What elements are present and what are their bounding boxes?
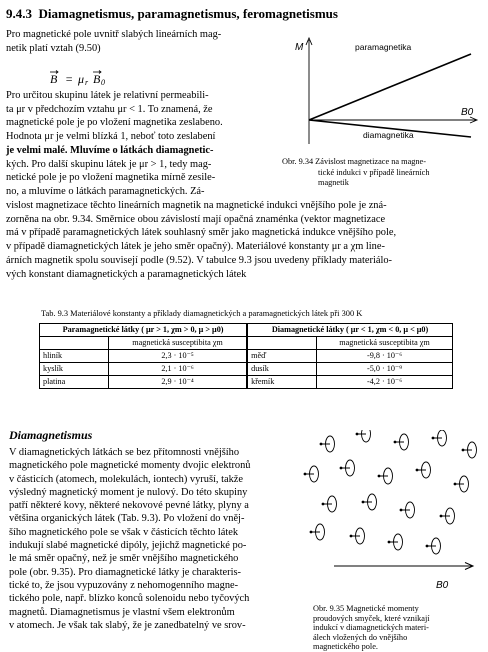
text-line: v atomech. Je však tak slabý, že je zanedbatelný ve srov- (9, 619, 246, 631)
paragraph-dependence (6, 199, 482, 281)
text-line: vých konstant diamagnetických a paramagnetických látek (6, 268, 247, 280)
caption-line: magnetik (318, 178, 349, 187)
moment-arrow-tip (350, 535, 353, 538)
figure-current-loops (300, 430, 484, 600)
svg-text:B: B (93, 72, 101, 86)
text-line: magnetické pole je po vložení magnetika zeslabeno. (6, 117, 223, 129)
paragraph-permeability (6, 89, 274, 199)
moment-arrow-tip (432, 437, 435, 440)
caption-line: tické indukci v případě lineárních (318, 167, 430, 177)
moment-arrow-tip (362, 501, 365, 504)
caption-line: Obr. 9.35 Magnetické momenty (313, 604, 419, 613)
section-number: 9.4.3 (6, 6, 32, 21)
text-line: v případě diamagnetických látek je jeho směr opačný). Materiálové konstanty μr a χm line- (6, 241, 385, 253)
material-name: křemík (247, 376, 317, 389)
caption-line: Obr. 9.34 Závislost magnetizace na magne- (282, 157, 426, 166)
moment-arrow-tip (322, 503, 325, 506)
paragraph-diamagnetism (9, 446, 299, 632)
b0-label: B0 (436, 580, 449, 591)
svg-text:=: = (65, 72, 74, 86)
moment-arrow-tip (310, 531, 313, 534)
text-line: netik platí vztah (9.50) (6, 42, 101, 54)
moment-arrow-tip (400, 509, 403, 512)
equation-render (48, 70, 138, 88)
material-value: -5,0 · 10⁻⁹ (317, 363, 453, 376)
figure-magnetization-graph (283, 34, 483, 152)
subsection-title: Diamagnetismus (9, 428, 93, 442)
paramagnetic-label: paramagnetika (355, 42, 412, 52)
text-line: magnetů. Diamagnetismus je vlastní všem elektronům (9, 606, 235, 618)
caption-line: indukcí v diamagnetických materi- (313, 623, 429, 633)
text-line: v částicích (atomech, molekulách, iontech) vyruší, takže (9, 473, 243, 485)
text-line: netické pole je po vložení magnetika mírně zesile- (6, 172, 216, 184)
text-line: indukují slabé magnetické dipóly, jejichž magnetické po- (9, 540, 247, 552)
material-name: platina (40, 376, 109, 389)
moment-arrow-tip (356, 433, 359, 436)
moment-arrow-tip (320, 443, 323, 446)
text-line: Hodnota μr je velmi blízká 1, neboť toto zeslabení (6, 131, 216, 143)
moment-arrow-tip (454, 483, 457, 486)
table-subheader-row (40, 337, 453, 350)
diamagnetic-header: Diamagnetické látky ( μr < 1, χm < 0, μ < μ0) (247, 324, 452, 337)
svg-text:μ: μ (78, 72, 85, 86)
caption-line: magnetického pole. (313, 642, 378, 652)
material-name: měď (247, 350, 317, 363)
text-line: patří některé kovy, některé nekovové pevné látky, plyny a (9, 500, 249, 512)
table-row (40, 376, 453, 389)
table-title: Tab. 9.3 Materiálové konstanty a příklady diamagnetických a paramagnetických látek při 300 K (41, 309, 363, 318)
text-line: většina organických látek (Tab. 9.3). Po vložení do vněj- (9, 513, 245, 525)
material-value: 2,1 · 10⁻⁶ (109, 363, 248, 376)
text-line: zorněna na obr. 9.34. Směrnice obou závislostí mají opačná znaménka (vektor magnetizace (6, 213, 386, 225)
moment-arrow-tip (426, 545, 429, 548)
text-line: tické to, že jsou vypuzovány z nehomogenního magne- (9, 579, 239, 591)
svg-text:B: B (50, 72, 58, 86)
text-line: tického pole, např. blízko konců solenoidu nebo tyčových (9, 593, 250, 605)
moment-arrow-tip (388, 541, 391, 544)
material-name: hliník (40, 350, 109, 363)
text-line: Pro určitou skupinu látek je relativní permeabili- (6, 90, 209, 101)
material-value: 2,3 · 10⁻⁵ (109, 350, 248, 363)
text-line: kých. Pro další skupinu látek je μr > 1, tedy mag- (6, 158, 212, 170)
material-name: kyslík (40, 363, 109, 376)
text-line: výsledný magnetický moment je nulový. Do této skupiny (9, 486, 248, 498)
current-loop (362, 430, 371, 442)
material-value: -9,8 · 10⁻⁶ (317, 350, 453, 363)
svg-text:r: r (85, 78, 89, 87)
moment-arrow-tip (340, 467, 343, 470)
intro-paragraph (6, 28, 274, 55)
text-line: magnetického pole magnetické momenty dvojic elektronů (9, 460, 251, 472)
text-line: pole (obr. 9.35). Pro diamagnetické látky je charakteris- (9, 566, 241, 578)
caption-line: proudových smyček, které vznikají (313, 613, 430, 623)
material-value: 2,9 · 10⁻⁴ (109, 376, 248, 389)
moment-arrow-tip (378, 475, 381, 478)
paramagnetic-header: Paramagnetické látky ( μr > 1, χm > 0, μ > μ0) (40, 324, 248, 337)
caption-line: álech vložených do vnějšího (313, 632, 408, 642)
moment-arrow-tip (462, 449, 465, 452)
figure-caption-9-35 (313, 604, 485, 652)
text-line: je velmi malé. Mluvíme o látkách diamagnetic- (6, 144, 214, 156)
y-axis-label: M (295, 42, 304, 53)
text-line: vislost magnetizace těchto lineárních magnetik na magnetické indukci vnějšího pole je zná- (6, 200, 387, 211)
section-title: Diamagnetismus, paramagnetismus, feromagnetismus (38, 6, 338, 21)
table-header-row (40, 324, 453, 337)
text-line: šího magnetického pole se však v částicích těchto látek (9, 526, 239, 538)
table-row (40, 363, 453, 376)
material-constants-table (39, 323, 453, 389)
section-heading (6, 6, 338, 22)
text-line: ta μr v předchozím vztahu μr < 1. To znamená, že (6, 103, 213, 115)
text-line: má v případě paramagnetických látek souhlasný směr jako magnetická indukce vnějšího pole, (6, 227, 397, 239)
diamagnetic-label: diamagnetika (363, 130, 414, 140)
svg-text:0: 0 (101, 78, 105, 87)
text-line: árních magnetik spolu souvisejí podle (9.52). V tabulce 9.3 jsou uvedeny příklady materiálo- (6, 254, 393, 266)
material-name: dusík (247, 363, 317, 376)
moment-arrow-tip (416, 469, 419, 472)
material-value: -4,2 · 10⁻⁶ (317, 376, 453, 389)
moment-arrow-tip (440, 515, 443, 518)
moment-arrow-tip (394, 441, 397, 444)
susceptibility-header: magnetická susceptibita χm (317, 337, 453, 350)
equation (48, 70, 138, 91)
figure-caption-9-34 (282, 157, 482, 189)
moment-arrow-tip (304, 473, 307, 476)
text-line: no, a mluvíme o látkách paramagnetických. Zá- (6, 185, 205, 197)
paramagnetic-line (309, 54, 471, 120)
susceptibility-header: magnetická susceptibita χm (109, 337, 248, 350)
current-loops-group (304, 430, 477, 554)
table-row (40, 350, 453, 363)
text-line: Pro magnetické pole uvnitř slabých lineárních mag- (6, 29, 222, 40)
text-line: le má směr opačný, než je směr vnějšího magnetického (9, 553, 239, 565)
x-axis-label: B0 (461, 107, 474, 118)
text-line: V diamagnetických látkách se bez přítomnosti vnějšího (9, 447, 240, 458)
